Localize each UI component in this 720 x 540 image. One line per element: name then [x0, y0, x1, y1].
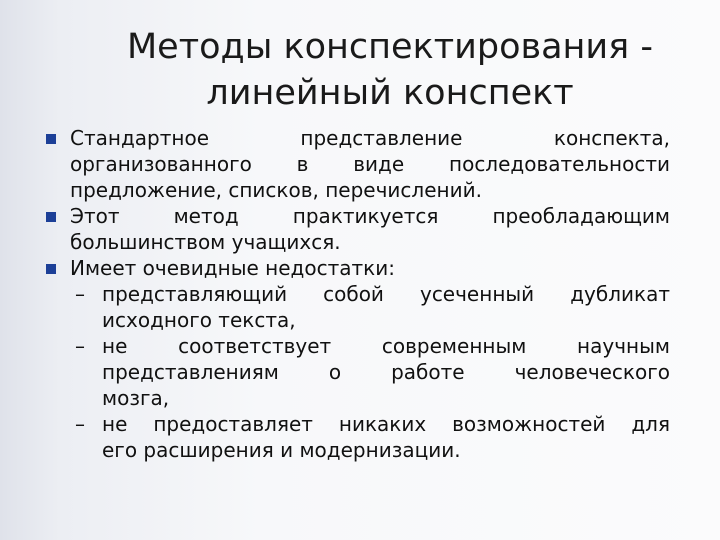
bullet-3-line-1: Имеет очевидные недостатки:	[70, 256, 395, 280]
sub-item-1	[46, 281, 670, 333]
dash-bullet: –	[75, 334, 85, 358]
bullet-1-line-1: Стандартное представление конспекта,	[70, 126, 670, 150]
bullet-2-line-2: большинством учащихся.	[70, 230, 341, 254]
sub-item-3	[46, 411, 670, 463]
title-line-1: Методы конспектирования -	[126, 27, 653, 67]
sub-3-line-1: не предоставляет никаких возможностей для	[102, 412, 670, 436]
slide-title	[70, 24, 710, 116]
sub-item-2	[46, 333, 670, 411]
bullet-item-3	[46, 255, 670, 281]
dash-bullet: –	[75, 412, 85, 436]
bullet-item-1	[46, 125, 670, 203]
dash-bullet: –	[75, 282, 85, 306]
sub-2-line-3: мозга,	[102, 386, 170, 410]
bullet-2-line-1: Этот метод практикуется преобладающим	[70, 204, 670, 228]
sub-1-line-1: представляющий собой усеченный дубликат	[102, 282, 670, 306]
bullet-1-line-3: предложение, списков, перечислений.	[70, 178, 482, 202]
sub-2-line-2: представлениям о работе человеческого	[102, 360, 670, 384]
square-bullet-icon	[46, 134, 56, 144]
slide-content	[46, 125, 670, 463]
square-bullet-icon	[46, 264, 56, 274]
sub-2-line-1: не соответствует современным научным	[102, 334, 670, 358]
bullet-item-2	[46, 203, 670, 255]
bullet-1-line-2: организованного в виде последовательности	[70, 152, 670, 176]
title-line-2: линейный конспект	[206, 73, 574, 113]
sub-1-line-2: исходного текста,	[102, 308, 296, 332]
sub-3-line-2: его расширения и модернизации.	[102, 438, 461, 462]
square-bullet-icon	[46, 212, 56, 222]
